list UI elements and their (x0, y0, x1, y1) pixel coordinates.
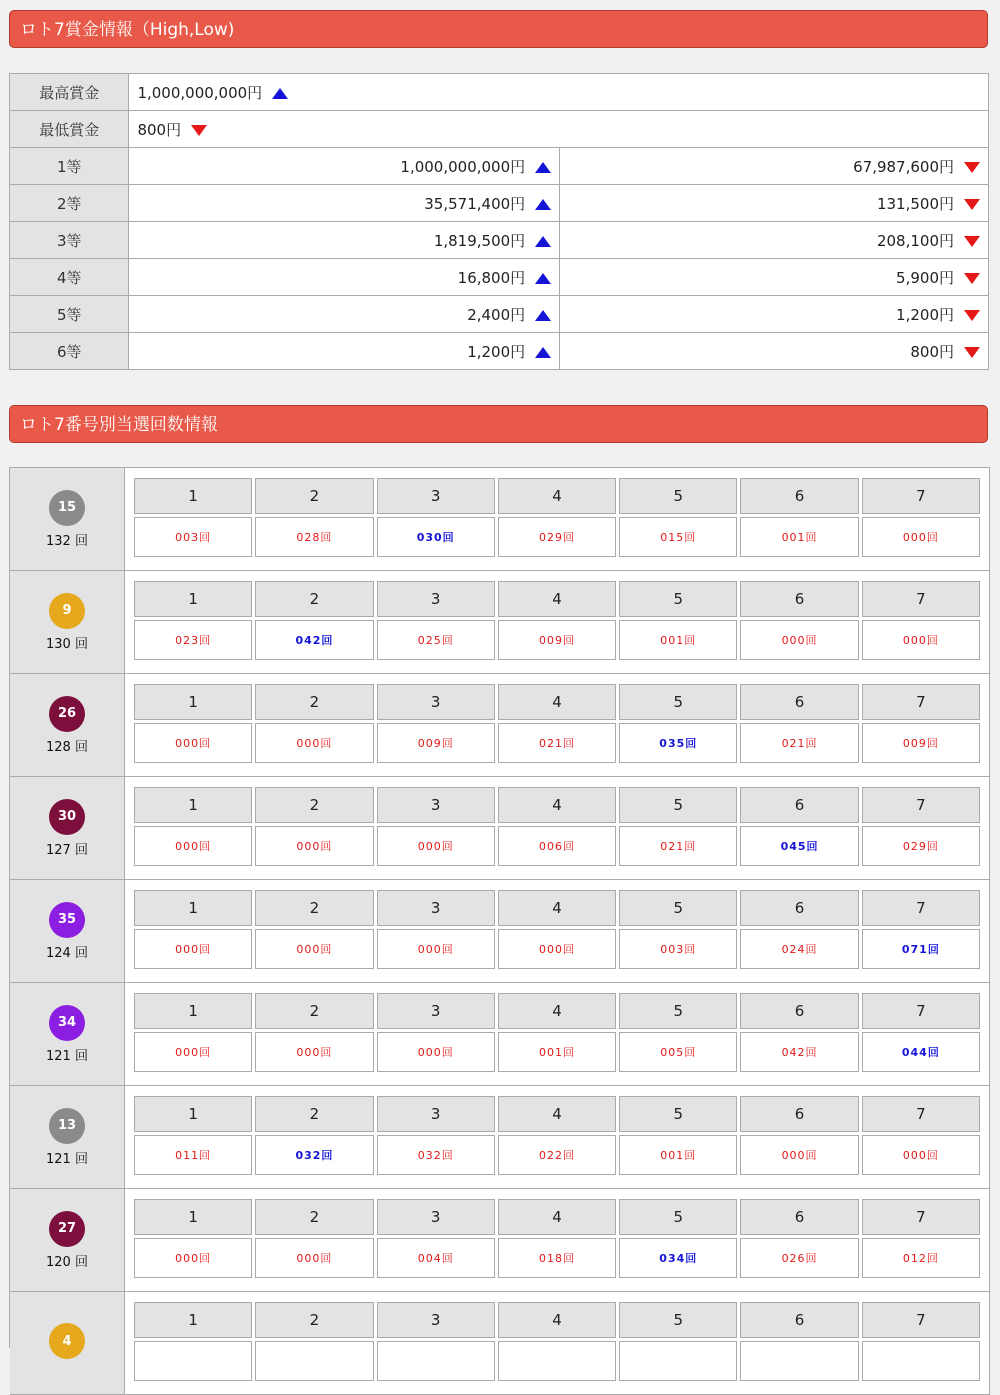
tier-low-value: 208,100円 (876, 231, 954, 250)
position-count: 011回 (134, 1135, 252, 1175)
position-header: 2 (255, 1096, 373, 1132)
position-count: 000回 (134, 723, 252, 763)
position-header: 6 (740, 890, 858, 926)
frequency-table (9, 467, 990, 1348)
tier-high-cell (129, 259, 560, 296)
number-cell (10, 674, 125, 776)
frequency-row (10, 674, 990, 777)
down-arrow-icon (964, 347, 980, 358)
position-count: 000回 (498, 929, 616, 969)
number-cell (10, 777, 125, 879)
tier-low-cell (560, 148, 989, 185)
number-ball: 4 (49, 1323, 85, 1359)
position-count: 035回 (619, 723, 737, 763)
prize-tier-row (10, 222, 989, 259)
position-count: 000回 (134, 929, 252, 969)
position-count: 005回 (619, 1032, 737, 1072)
position-count: 022回 (498, 1135, 616, 1175)
up-arrow-icon (535, 310, 551, 321)
tier-high-cell (129, 222, 560, 259)
position-header: 5 (619, 1302, 737, 1338)
tier-high-cell (129, 296, 560, 333)
position-header: 7 (862, 1302, 980, 1338)
position-count: 000回 (862, 1135, 980, 1175)
position-count: 021回 (740, 723, 858, 763)
tier-high-value: 1,200円 (467, 342, 526, 361)
position-header: 3 (377, 890, 495, 926)
position-header: 1 (134, 478, 252, 514)
position-count: 032回 (377, 1135, 495, 1175)
position-grid-cell (125, 468, 990, 570)
position-header: 1 (134, 1302, 252, 1338)
tier-low-cell (560, 296, 989, 333)
number-ball: 35 (49, 902, 85, 938)
tier-label: 1等 (10, 148, 129, 185)
position-count: 009回 (377, 723, 495, 763)
position-count: 000回 (255, 723, 373, 763)
highest-prize-value: 1,000,000,000円 (137, 83, 263, 102)
position-grid (134, 1199, 980, 1278)
position-count: 042回 (255, 620, 373, 660)
prize-section-header: ロト7賞金情報（High,Low) (9, 10, 988, 48)
position-header: 3 (377, 1199, 495, 1235)
frequency-section-header: ロト7番号別当選回数情報 (9, 405, 988, 443)
down-arrow-icon (964, 162, 980, 173)
number-cell (10, 983, 125, 1085)
number-cell (10, 1086, 125, 1188)
lowest-prize-cell (129, 111, 989, 148)
position-count: 003回 (619, 929, 737, 969)
up-arrow-icon (272, 88, 288, 99)
tier-low-value: 67,987,600円 (853, 157, 954, 176)
position-header: 4 (498, 684, 616, 720)
tier-high-value: 2,400円 (467, 305, 526, 324)
position-count: 018回 (498, 1238, 616, 1278)
position-grid-cell (125, 1292, 990, 1394)
position-count: 030回 (377, 517, 495, 557)
position-header: 4 (498, 787, 616, 823)
number-cell (10, 880, 125, 982)
tier-high-value: 1,000,000,000円 (400, 157, 526, 176)
position-header: 6 (740, 787, 858, 823)
position-header: 6 (740, 1302, 858, 1338)
tier-low-value: 1,200円 (896, 305, 954, 324)
prize-tier-row (10, 185, 989, 222)
position-grid-cell (125, 983, 990, 1085)
up-arrow-icon (535, 273, 551, 284)
total-count: 124 回 (46, 945, 88, 961)
position-header: 3 (377, 478, 495, 514)
tier-low-value: 5,900円 (896, 268, 954, 287)
tier-high-value: 35,571,400円 (424, 194, 526, 213)
position-header: 2 (255, 684, 373, 720)
lowest-prize-row (10, 111, 989, 148)
position-header: 3 (377, 1096, 495, 1132)
position-header: 5 (619, 684, 737, 720)
position-count: 025回 (377, 620, 495, 660)
position-count: 029回 (862, 826, 980, 866)
position-grid (134, 478, 980, 557)
position-header: 5 (619, 787, 737, 823)
position-header: 3 (377, 1302, 495, 1338)
position-count: 009回 (862, 723, 980, 763)
position-header: 4 (498, 478, 616, 514)
position-header: 1 (134, 684, 252, 720)
tier-low-value: 800円 (910, 342, 954, 361)
tier-label: 5等 (10, 296, 129, 333)
total-count: 128 回 (46, 739, 88, 755)
position-count: 004回 (377, 1238, 495, 1278)
position-count: 000回 (740, 620, 858, 660)
position-count: 026回 (740, 1238, 858, 1278)
tier-high-value: 1,819,500円 (433, 231, 526, 250)
position-count (377, 1341, 495, 1381)
tier-high-cell (129, 148, 560, 185)
position-count: 042回 (740, 1032, 858, 1072)
tier-high-cell (129, 185, 560, 222)
total-count: 130 回 (46, 636, 88, 652)
up-arrow-icon (535, 162, 551, 173)
frequency-row (10, 880, 990, 983)
position-header: 5 (619, 1096, 737, 1132)
position-grid-cell (125, 1086, 990, 1188)
position-count: 032回 (255, 1135, 373, 1175)
position-header: 7 (862, 478, 980, 514)
position-grid (134, 787, 980, 866)
position-grid-cell (125, 1189, 990, 1291)
position-header: 2 (255, 1199, 373, 1235)
number-ball: 9 (49, 593, 85, 629)
position-grid (134, 684, 980, 763)
position-grid-cell (125, 777, 990, 879)
position-header: 5 (619, 581, 737, 617)
position-count: 034回 (619, 1238, 737, 1278)
position-header: 5 (619, 478, 737, 514)
total-count: 121 回 (46, 1048, 88, 1064)
up-arrow-icon (535, 199, 551, 210)
position-header: 2 (255, 890, 373, 926)
down-arrow-icon (964, 273, 980, 284)
tier-label: 2等 (10, 185, 129, 222)
position-count: 000回 (377, 826, 495, 866)
frequency-row (10, 983, 990, 1086)
position-header: 1 (134, 581, 252, 617)
position-header: 3 (377, 993, 495, 1029)
lowest-prize-value: 800円 (137, 120, 182, 139)
number-ball: 30 (49, 799, 85, 835)
position-count: 000回 (255, 1238, 373, 1278)
position-header: 7 (862, 1199, 980, 1235)
position-header: 6 (740, 1199, 858, 1235)
position-count: 006回 (498, 826, 616, 866)
lowest-prize-label: 最低賞金 (10, 111, 129, 148)
position-grid (134, 890, 980, 969)
position-count (619, 1341, 737, 1381)
prize-tier-row (10, 148, 989, 185)
position-header: 6 (740, 684, 858, 720)
position-count: 000回 (255, 1032, 373, 1072)
position-grid (134, 1302, 980, 1381)
frequency-row (10, 777, 990, 880)
number-ball: 34 (49, 1005, 85, 1041)
position-count (255, 1341, 373, 1381)
tier-low-value: 131,500円 (876, 194, 954, 213)
tier-label: 6等 (10, 333, 129, 370)
tier-label: 4等 (10, 259, 129, 296)
position-header: 4 (498, 581, 616, 617)
position-header: 3 (377, 684, 495, 720)
number-cell (10, 571, 125, 673)
tier-low-cell (560, 333, 989, 370)
position-count: 000回 (862, 517, 980, 557)
position-count: 000回 (377, 1032, 495, 1072)
highest-prize-label: 最高賞金 (10, 74, 129, 111)
position-header: 4 (498, 993, 616, 1029)
highest-prize-cell (129, 74, 989, 111)
position-count (498, 1341, 616, 1381)
position-count (740, 1341, 858, 1381)
position-count: 023回 (134, 620, 252, 660)
number-ball: 13 (49, 1108, 85, 1144)
position-header: 4 (498, 890, 616, 926)
frequency-row (10, 1189, 990, 1292)
position-count: 003回 (134, 517, 252, 557)
position-header: 3 (377, 787, 495, 823)
number-cell (10, 468, 125, 570)
position-count: 009回 (498, 620, 616, 660)
position-grid-cell (125, 571, 990, 673)
position-header: 1 (134, 787, 252, 823)
position-count (862, 1341, 980, 1381)
position-grid-cell (125, 674, 990, 776)
position-count: 001回 (619, 620, 737, 660)
position-header: 4 (498, 1096, 616, 1132)
position-count: 024回 (740, 929, 858, 969)
tier-label: 3等 (10, 222, 129, 259)
position-count: 001回 (740, 517, 858, 557)
number-cell (10, 1189, 125, 1291)
position-count: 000回 (255, 826, 373, 866)
position-header: 6 (740, 581, 858, 617)
down-arrow-icon (964, 199, 980, 210)
position-header: 4 (498, 1302, 616, 1338)
position-count: 000回 (134, 1032, 252, 1072)
prize-tier-row (10, 259, 989, 296)
position-count: 028回 (255, 517, 373, 557)
position-count: 029回 (498, 517, 616, 557)
tier-high-cell (129, 333, 560, 370)
position-header: 2 (255, 581, 373, 617)
tier-low-cell (560, 259, 989, 296)
total-count: 120 回 (46, 1254, 88, 1270)
position-header: 2 (255, 787, 373, 823)
position-count: 000回 (134, 826, 252, 866)
position-count: 000回 (862, 620, 980, 660)
prize-table (9, 73, 989, 370)
position-header: 4 (498, 1199, 616, 1235)
position-count: 001回 (498, 1032, 616, 1072)
position-header: 6 (740, 1096, 858, 1132)
frequency-row (10, 571, 990, 674)
total-count: 132 回 (46, 533, 88, 549)
prize-tier-row (10, 333, 989, 370)
position-header: 7 (862, 1096, 980, 1132)
total-count: 127 回 (46, 842, 88, 858)
position-grid (134, 993, 980, 1072)
position-count: 012回 (862, 1238, 980, 1278)
position-header: 2 (255, 478, 373, 514)
frequency-row (10, 1292, 990, 1395)
position-header: 5 (619, 993, 737, 1029)
position-header: 6 (740, 478, 858, 514)
tier-low-cell (560, 185, 989, 222)
position-grid (134, 581, 980, 660)
tier-high-value: 16,800円 (457, 268, 526, 287)
position-header: 7 (862, 684, 980, 720)
position-count: 000回 (134, 1238, 252, 1278)
position-count: 000回 (255, 929, 373, 969)
position-grid-cell (125, 880, 990, 982)
position-header: 1 (134, 1096, 252, 1132)
position-count: 044回 (862, 1032, 980, 1072)
position-count: 021回 (619, 826, 737, 866)
number-ball: 26 (49, 696, 85, 732)
position-header: 1 (134, 890, 252, 926)
position-header: 7 (862, 787, 980, 823)
position-count: 021回 (498, 723, 616, 763)
frequency-row (10, 468, 990, 571)
position-count: 015回 (619, 517, 737, 557)
tier-low-cell (560, 222, 989, 259)
number-ball: 15 (49, 490, 85, 526)
position-header: 7 (862, 890, 980, 926)
position-grid (134, 1096, 980, 1175)
position-header: 5 (619, 1199, 737, 1235)
down-arrow-icon (964, 310, 980, 321)
position-count: 071回 (862, 929, 980, 969)
position-count: 000回 (377, 929, 495, 969)
position-count: 001回 (619, 1135, 737, 1175)
prize-tier-row (10, 296, 989, 333)
position-header: 1 (134, 993, 252, 1029)
number-cell (10, 1292, 125, 1394)
position-count: 000回 (740, 1135, 858, 1175)
up-arrow-icon (535, 347, 551, 358)
down-arrow-icon (964, 236, 980, 247)
position-header: 7 (862, 581, 980, 617)
position-count: 045回 (740, 826, 858, 866)
position-header: 2 (255, 993, 373, 1029)
highest-prize-row (10, 74, 989, 111)
position-header: 7 (862, 993, 980, 1029)
down-arrow-icon (191, 125, 207, 136)
position-header: 2 (255, 1302, 373, 1338)
position-header: 6 (740, 993, 858, 1029)
position-count (134, 1341, 252, 1381)
position-header: 5 (619, 890, 737, 926)
position-header: 1 (134, 1199, 252, 1235)
total-count: 121 回 (46, 1151, 88, 1167)
number-ball: 27 (49, 1211, 85, 1247)
up-arrow-icon (535, 236, 551, 247)
position-header: 3 (377, 581, 495, 617)
frequency-row (10, 1086, 990, 1189)
